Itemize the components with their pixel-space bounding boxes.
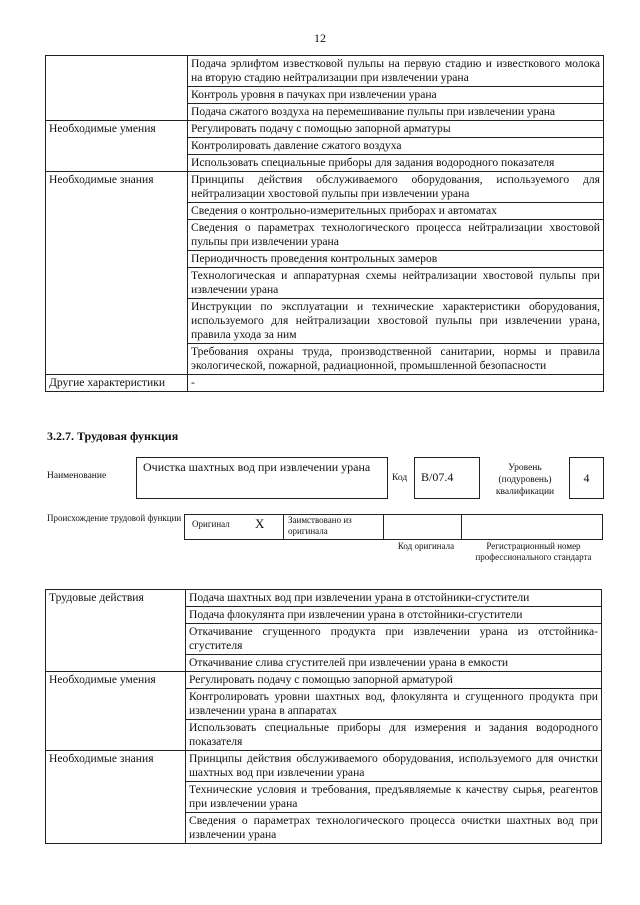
row-item: Требования охраны труда, производственной санитарии, нормы и правила экологической, пожарной, радиационной, промышленной безопасности [188, 344, 604, 375]
code-original-label: Код оригинала [397, 541, 455, 551]
row-label: Необходимые знания [46, 172, 188, 375]
skills-table-2 [45, 589, 602, 844]
row-label: Необходимые умения [46, 672, 186, 751]
row-item: Периодичность проведения контрольных замеров [188, 251, 604, 268]
name-value-box [136, 457, 388, 499]
row-label: Необходимые знания [46, 751, 186, 844]
code-label: Код [392, 473, 408, 483]
name-label: Наименование [47, 471, 107, 481]
row-label: Трудовые действия [46, 590, 186, 672]
row-item: Принципы действия обслуживаемого оборудования, используемого для нейтрализации хвостовой пульпы при извлечении урана [188, 172, 604, 203]
row-item: Использовать специальные приборы для задания водородного показателя [188, 155, 604, 172]
level-value-box [569, 457, 604, 499]
table-row [46, 375, 604, 392]
row-item: Сведения о параметрах технологического процесса нейтрализации хвостовой пульпы при извлечении урана [188, 220, 604, 251]
skills-table-1 [45, 55, 604, 392]
row-item: Откачивание слива сгустителей при извлечении урана в емкости [186, 655, 602, 672]
row-label: Другие характеристики [46, 375, 188, 392]
row-item: Контролировать уровни шахтных вод, флокулянта и сгущенного продукта при извлечении урана в аппаратах [186, 689, 602, 720]
row-item: Технические условия и требования, предъявляемые к качеству сырья, реагентов при извлечении урана [186, 782, 602, 813]
skills-table-2-body [46, 590, 602, 844]
row-item: Откачивание сгущенного продукта при извлечении урана из отстойника-сгустителя [186, 624, 602, 655]
origin-label: Происхождение трудовой функции [47, 513, 182, 523]
row-item: Подача шахтных вод при извлечении урана в отстойники-сгустители [186, 590, 602, 607]
row-item: Контролировать давление сжатого воздуха [188, 138, 604, 155]
row-item: Регулировать подачу с помощью запорной арматуры [188, 121, 604, 138]
skills-table-1-body [46, 56, 604, 392]
row-item: Использовать специальные приборы для измерения и задания водородного показателя [186, 720, 602, 751]
row-item: Подача эрлифтом известковой пульпы на первую стадию и известкового молока на вторую стадию нейтрализации при извлечении урана [188, 56, 604, 87]
table-row [46, 672, 602, 689]
level-label: Уровень (подуровень) квалификации [495, 463, 555, 497]
row-item: Подача сжатого воздуха на перемешивание пульпы при извлечении урана [188, 104, 604, 121]
code-value-box [414, 457, 480, 499]
section-title: 3.2.7. Трудовая функция [47, 429, 179, 443]
row-label: Необходимые умения [46, 121, 188, 172]
table-row [46, 751, 602, 782]
level-value: 4 [583, 471, 590, 485]
function-code: B/07.4 [421, 470, 454, 484]
row-item: Сведения о параметрах технологического процесса очистки шахтных вод при извлечении урана [186, 813, 602, 844]
page-number: 12 [314, 31, 326, 45]
row-label [46, 56, 188, 121]
row-item: Инструкции по эксплуатации и технические характеристики оборудования, используемого для нейтрализации хвостовой пульпы при извлечении урана, правила ухода за ним [188, 299, 604, 344]
original-label: Оригинал [192, 519, 230, 529]
row-item: - [188, 375, 604, 392]
table-row [46, 590, 602, 607]
origin-boxes [184, 514, 603, 540]
table-row [46, 56, 604, 87]
row-item: Технологическая и аппаратурная схемы нейтрализации хвостовой пульпы при извлечении урана [188, 268, 604, 299]
row-item: Контроль уровня в пачуках при извлечении урана [188, 87, 604, 104]
reg-number-label: Регистрационный номер профессионального стандарта [475, 541, 592, 562]
original-mark: X [255, 516, 265, 531]
borrowed-label: Заимствовано из оригинала [288, 515, 352, 536]
row-item: Принципы действия обслуживаемого оборудования, используемого для очистки шахтных вод при извлечении урана [186, 751, 602, 782]
row-item: Подача флокулянта при извлечении урана в отстойники-сгустители [186, 607, 602, 624]
function-name: Очистка шахтных вод при извлечении урана [143, 460, 371, 474]
row-item: Сведения о контрольно-измерительных приборах и автоматах [188, 203, 604, 220]
table-row [46, 121, 604, 138]
row-item: Регулировать подачу с помощью запорной арматурой [186, 672, 602, 689]
table-row [46, 172, 604, 203]
